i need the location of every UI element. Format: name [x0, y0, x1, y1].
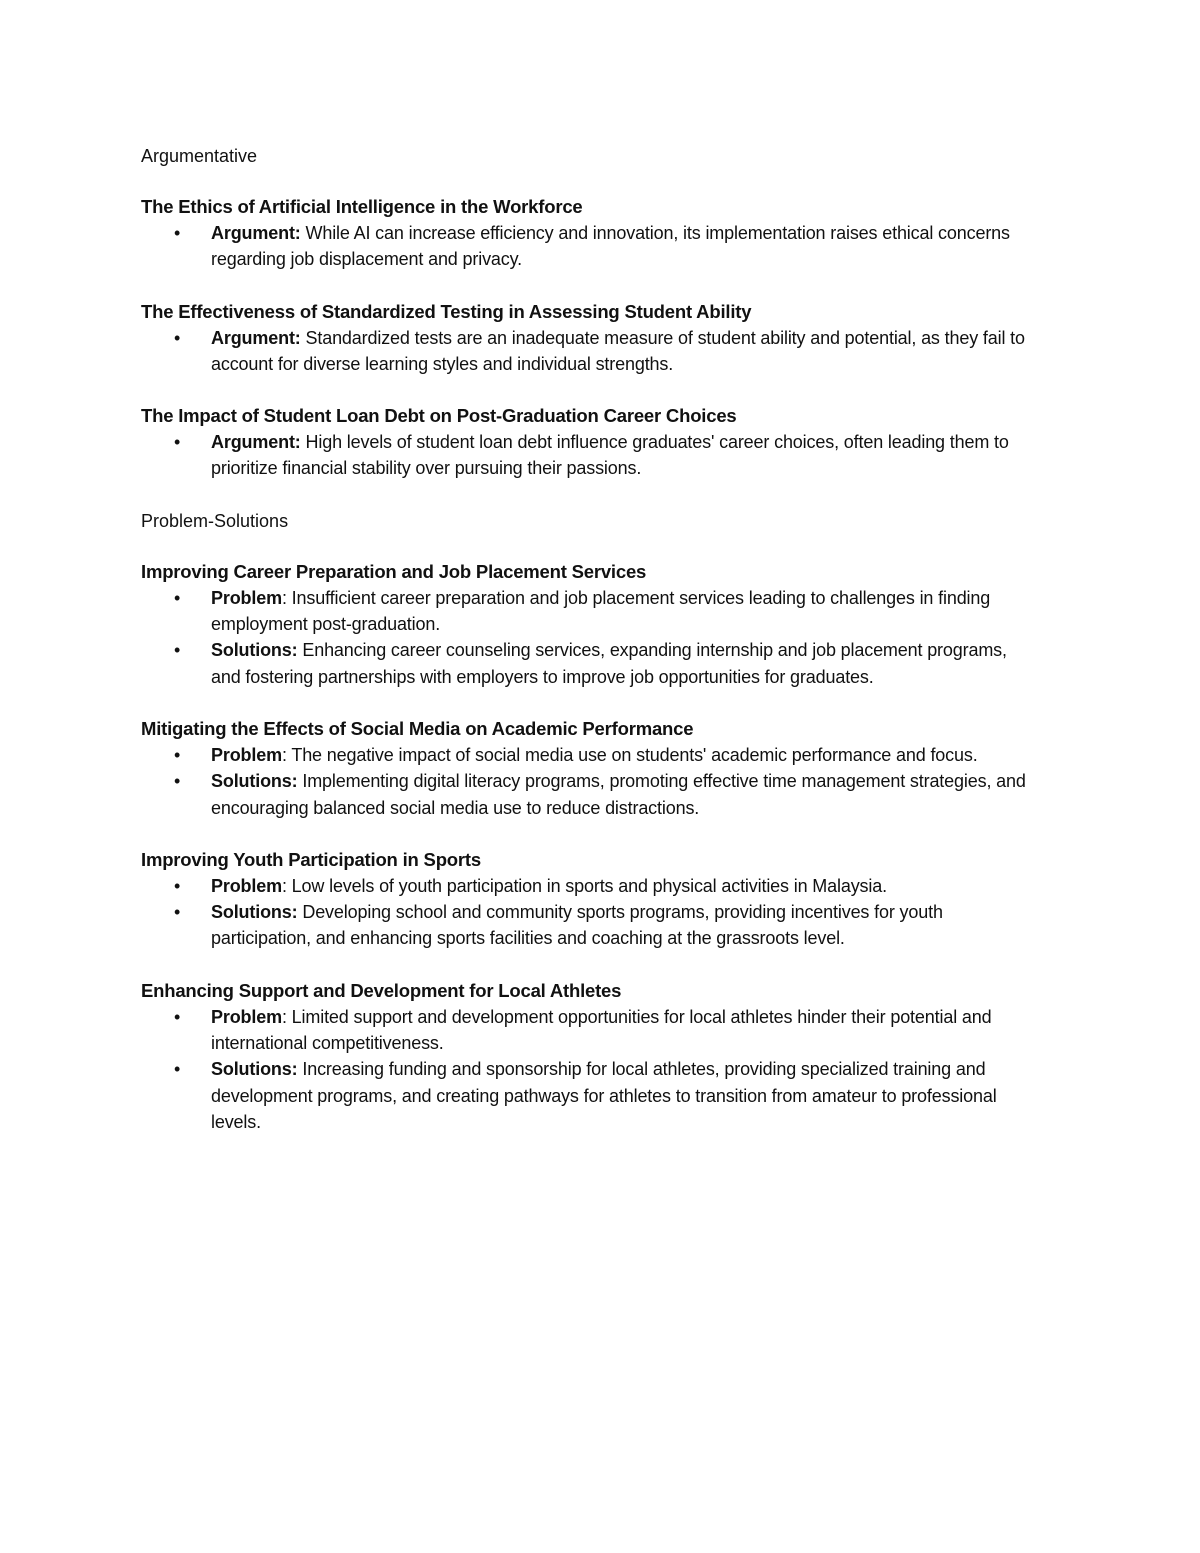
bullet-key: Argument: [211, 432, 301, 453]
bullet-key: Solutions: [211, 640, 298, 661]
topic-block [141, 194, 1041, 273]
bullet-list [141, 429, 1041, 482]
bullet-text: Implementing digital literacy programs, promoting effective time management strategies, and encouraging balanced social media use to reduce distractions. [211, 771, 1026, 818]
bullet-icon: • [174, 1006, 181, 1027]
topic-title: Enhancing Support and Development for Local Athletes [141, 979, 622, 1001]
bullet-list [141, 1004, 1041, 1135]
topic-title: The Impact of Student Loan Debt on Post-Graduation Career Choices [141, 405, 737, 427]
bullet-key: Problem [211, 875, 282, 896]
list-item [141, 429, 1041, 482]
topic-title: The Effectiveness of Standardized Testing in Assessing Student Ability [141, 300, 752, 322]
bullet-text: : Low levels of youth participation in sports and physical activities in Malaysia. [281, 875, 887, 896]
list-item [141, 742, 1041, 768]
topic-block [141, 716, 1041, 821]
bullet-key: Solutions: [211, 771, 298, 792]
bullet-text: While AI can increase efficiency and innovation, its implementation raises ethical concerns regarding job displacement and privacy. [211, 223, 1010, 270]
bullet-key: Argument: [211, 327, 301, 348]
topic-block [141, 403, 1041, 482]
section-label-problem-solutions: Problem-Solutions [141, 510, 289, 531]
bullet-key: Problem [211, 744, 282, 765]
bullet-icon: • [174, 327, 181, 348]
bullet-icon: • [174, 640, 181, 661]
topic-title: Improving Youth Participation in Sports [141, 848, 481, 870]
list-item [141, 873, 1041, 899]
topic-block [141, 559, 1041, 690]
bullet-icon: • [174, 771, 181, 792]
bullet-text: Developing school and community sports programs, providing incentives for youth participation, and enhancing sports facilities and coaching at the grassroots level. [211, 902, 943, 949]
bullet-key: Solutions: [211, 902, 298, 923]
bullet-icon: • [174, 432, 181, 453]
bullet-text: Enhancing career counseling services, expanding internship and job placement programs, and fostering partnerships with employers to improve job opportunities for graduates. [211, 640, 1007, 687]
bullet-icon: • [174, 902, 181, 923]
list-item [141, 1056, 1041, 1135]
topic-title: Mitigating the Effects of Social Media on Academic Performance [141, 717, 694, 739]
bullet-list [141, 742, 1041, 821]
bullet-list [141, 873, 1041, 952]
bullet-icon: • [174, 875, 181, 896]
list-item [141, 637, 1041, 690]
bullet-key: Problem [211, 587, 282, 608]
list-item [141, 768, 1041, 821]
bullet-icon: • [174, 223, 181, 243]
bullet-icon: • [174, 1059, 181, 1080]
topic-title: The Ethics of Artificial Intelligence in the Workforce [141, 196, 583, 217]
bullet-key: Problem [211, 1006, 282, 1027]
list-item [141, 585, 1041, 638]
bullet-list [141, 585, 1041, 690]
list-item [141, 1004, 1041, 1057]
bullet-list [141, 325, 1041, 378]
topic-block [141, 847, 1041, 952]
bullet-key: Argument: [211, 223, 301, 243]
bullet-list [141, 220, 1041, 273]
bullet-text: High levels of student loan debt influence graduates' career choices, often leading them to prioritize financial stability over pursuing their passions. [211, 432, 1009, 479]
list-item [141, 220, 1041, 273]
topic-title: Improving Career Preparation and Job Placement Services [141, 560, 647, 582]
section-label-argumentative: Argumentative [141, 146, 258, 166]
bullet-icon: • [174, 744, 181, 765]
bullet-icon: • [174, 587, 181, 608]
bullet-text: : Insufficient career preparation and job placement services leading to challenges in finding employment post-graduation. [211, 587, 991, 635]
document-page [141, 143, 1041, 1135]
bullet-text: : Limited support and development opportunities for local athletes hinder their potential and international competitiveness. [211, 1006, 992, 1054]
list-item [141, 899, 1041, 952]
topic-block [141, 978, 1041, 1135]
bullet-text: Standardized tests are an inadequate measure of student ability and potential, as they fail to account for diverse learning styles and individual strengths. [211, 327, 1025, 374]
list-item [141, 325, 1041, 378]
bullet-key: Solutions: [211, 1059, 298, 1080]
topic-block [141, 299, 1041, 378]
bullet-text: : The negative impact of social media use on students' academic performance and focus. [281, 744, 978, 765]
bullet-text: Increasing funding and sponsorship for local athletes, providing specialized training and development programs, and creating pathways for athletes to transition from amateur to professional levels. [211, 1059, 997, 1132]
